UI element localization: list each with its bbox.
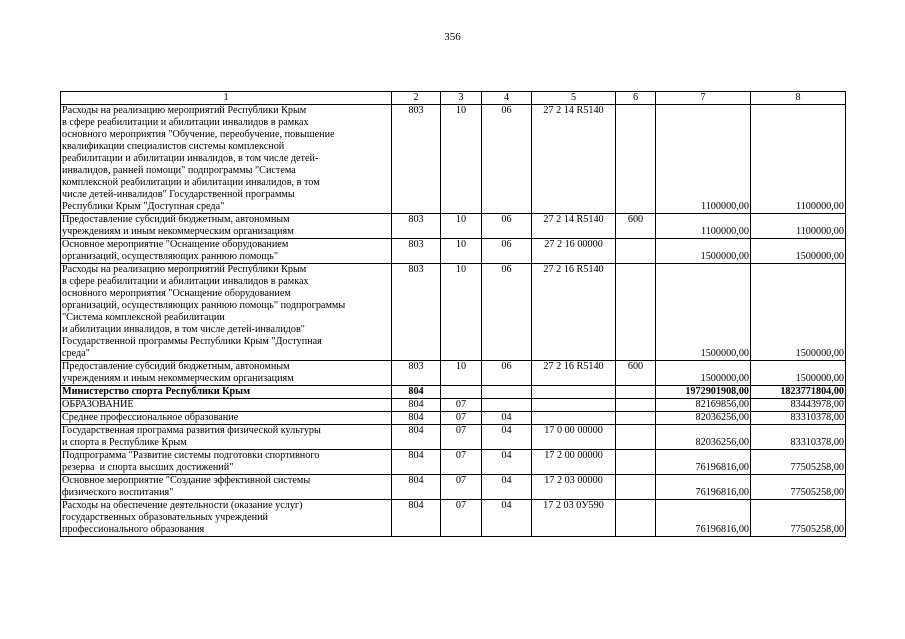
ministry-code-cell: 804 — [392, 450, 441, 475]
amount-year2-cell: 83310378,00 — [751, 425, 846, 450]
amount-year2-cell: 1500000,00 — [751, 264, 846, 361]
item-name-cell — [61, 450, 392, 475]
item-name-line: основного мероприятия "Оснащение оборудованием — [62, 288, 291, 299]
amount-year1-cell: 1100000,00 — [656, 105, 751, 214]
section-code-cell: 07 — [441, 450, 482, 475]
item-name-cell — [61, 239, 392, 264]
target-article-cell: 27 2 16 00000 — [532, 239, 616, 264]
subsection-code-cell: 04 — [482, 450, 532, 475]
item-name-line: в сфере реабилитации и абилитации инвалидов в рамках — [62, 276, 309, 287]
amount-year2-cell: 83310378,00 — [751, 412, 846, 425]
item-name-line: ОБРАЗОВАНИЕ — [62, 399, 134, 410]
subsection-code-cell: 04 — [482, 425, 532, 450]
amount-year1-cell: 76196816,00 — [656, 450, 751, 475]
amount-year1-cell: 76196816,00 — [656, 475, 751, 500]
item-name-line: Министерство спорта Республики Крым — [62, 386, 251, 397]
item-name-line: среда" — [62, 348, 90, 359]
item-name-line: Расходы на реализацию мероприятий Республики Крым — [62, 264, 307, 275]
amount-year1-cell: 76196816,00 — [656, 500, 751, 537]
subsection-code-cell: 06 — [482, 214, 532, 239]
item-name-cell — [61, 361, 392, 386]
item-name-line: организаций, осуществляющих раннюю помощь" — [62, 251, 279, 262]
amount-year1-cell: 82169856,00 — [656, 399, 751, 412]
amount-year1-cell: 1500000,00 — [656, 264, 751, 361]
ministry-code-cell: 804 — [392, 412, 441, 425]
section-code-cell: 07 — [441, 399, 482, 412]
expense-type-cell — [616, 425, 656, 450]
item-name-cell — [61, 475, 392, 500]
expense-type-cell: 600 — [616, 361, 656, 386]
target-article-cell: 27 2 16 R5140 — [532, 361, 616, 386]
item-name-line: Подпрограмма "Развитие системы подготовки спортивного — [62, 450, 320, 461]
amount-year1-cell: 1100000,00 — [656, 214, 751, 239]
column-header-5: 5 — [532, 92, 616, 105]
item-name-line: инвалидов, ранней помощи" подпрограммы "Система — [62, 165, 296, 176]
section-code-cell: 10 — [441, 105, 482, 214]
table-row — [61, 500, 846, 537]
item-name-line: Государственной программы Республики Крым "Доступная — [62, 336, 322, 347]
table-row — [61, 475, 846, 500]
amount-year2-cell: 77505258,00 — [751, 500, 846, 537]
ministry-code-cell: 803 — [392, 105, 441, 214]
item-name-cell — [61, 105, 392, 214]
expense-type-cell — [616, 500, 656, 537]
column-header-1: 1 — [61, 92, 392, 105]
section-code-cell: 10 — [441, 239, 482, 264]
expense-type-cell — [616, 239, 656, 264]
table-row — [61, 425, 846, 450]
table-row — [61, 450, 846, 475]
item-name-line: основного мероприятия "Обучение, переобучение, повышение — [62, 129, 335, 140]
section-code-cell: 10 — [441, 361, 482, 386]
subsection-code-cell — [482, 386, 532, 399]
amount-year1-cell: 82036256,00 — [656, 425, 751, 450]
item-name-cell — [61, 399, 392, 412]
item-name-line: Расходы на реализацию мероприятий Республики Крым — [62, 105, 307, 116]
item-name-cell — [61, 214, 392, 239]
table-row — [61, 412, 846, 425]
ministry-code-cell: 803 — [392, 361, 441, 386]
expense-type-cell — [616, 450, 656, 475]
column-number-row — [61, 92, 846, 105]
target-article-cell — [532, 386, 616, 399]
ministry-code-cell: 803 — [392, 239, 441, 264]
column-header-2: 2 — [392, 92, 441, 105]
target-article-cell: 27 2 14 R5140 — [532, 214, 616, 239]
item-name-line: и абилитации инвалидов, в том числе детей-инвалидов" — [62, 324, 305, 335]
target-article-cell: 27 2 16 R5140 — [532, 264, 616, 361]
target-article-cell: 17 2 00 00000 — [532, 450, 616, 475]
ministry-code-cell: 804 — [392, 386, 441, 399]
page-number: 356 — [444, 31, 461, 43]
expense-type-cell — [616, 105, 656, 214]
table-row — [61, 264, 846, 361]
subsection-code-cell — [482, 399, 532, 412]
amount-year2-cell: 77505258,00 — [751, 475, 846, 500]
table-body — [61, 92, 846, 537]
table-row — [61, 399, 846, 412]
item-name-line: Основное мероприятие "Создание эффективной системы — [62, 475, 311, 486]
amount-year1-cell: 1500000,00 — [656, 361, 751, 386]
item-name-line: Расходы на обеспечение деятельности (оказание услуг) — [62, 500, 303, 511]
amount-year2-cell: 1100000,00 — [751, 214, 846, 239]
amount-year2-cell: 1500000,00 — [751, 361, 846, 386]
section-code-cell: 07 — [441, 412, 482, 425]
ministry-code-cell: 803 — [392, 264, 441, 361]
item-name-line: "Система комплексной реабилитации — [62, 312, 225, 323]
subsection-code-cell: 04 — [482, 412, 532, 425]
item-name-line: комплексной реабилитации и абилитации инвалидов, в том — [62, 177, 320, 188]
target-article-cell: 17 0 00 00000 — [532, 425, 616, 450]
item-name-cell — [61, 425, 392, 450]
amount-year1-cell: 1500000,00 — [656, 239, 751, 264]
column-header-8: 8 — [751, 92, 846, 105]
ministry-code-cell: 804 — [392, 500, 441, 537]
table-row — [61, 361, 846, 386]
item-name-line: квалификации специалистов системы комплексной — [62, 141, 285, 152]
section-code-cell — [441, 386, 482, 399]
subsection-code-cell: 06 — [482, 264, 532, 361]
item-name-line: профессионального образования — [62, 524, 205, 535]
item-name-line: учреждениям и иным некоммерческим организациям — [62, 226, 294, 237]
subsection-code-cell: 06 — [482, 361, 532, 386]
section-code-cell: 10 — [441, 264, 482, 361]
item-name-line: Основное мероприятие "Оснащение оборудованием — [62, 239, 289, 250]
subsection-code-cell: 06 — [482, 105, 532, 214]
item-name-line: и спорта в Республике Крым — [62, 437, 187, 448]
target-article-cell — [532, 412, 616, 425]
item-name-line: Государственная программа развития физической культуры — [62, 425, 321, 436]
budget-table — [60, 91, 846, 537]
amount-year2-cell: 77505258,00 — [751, 450, 846, 475]
section-code-cell: 07 — [441, 425, 482, 450]
subsection-code-cell: 06 — [482, 239, 532, 264]
section-code-cell: 10 — [441, 214, 482, 239]
item-name-line: реабилитации и абилитации инвалидов, в том числе детей- — [62, 153, 319, 164]
ministry-code-cell: 804 — [392, 399, 441, 412]
target-article-cell: 17 2 03 0У590 — [532, 500, 616, 537]
subsection-code-cell: 04 — [482, 500, 532, 537]
target-article-cell: 27 2 14 R5140 — [532, 105, 616, 214]
table-row — [61, 105, 846, 214]
item-name-cell — [61, 386, 392, 399]
column-header-7: 7 — [656, 92, 751, 105]
item-name-line: Республики Крым "Доступная среда" — [62, 201, 225, 212]
item-name-line: Предоставление субсидий бюджетным, автономным — [62, 214, 290, 225]
subsection-code-cell: 04 — [482, 475, 532, 500]
table-row — [61, 386, 846, 399]
item-name-line: числе детей-инвалидов" Государственной программы — [62, 189, 295, 200]
item-name-line: учреждениям и иным некоммерческим организациям — [62, 373, 294, 384]
ministry-code-cell: 804 — [392, 475, 441, 500]
amount-year2-cell: 1823771804,00 — [751, 386, 846, 399]
item-name-line: государственных образовательных учреждений — [62, 512, 269, 523]
amount-year2-cell: 1500000,00 — [751, 239, 846, 264]
amount-year2-cell: 1100000,00 — [751, 105, 846, 214]
item-name-line: Среднее профессиональное образование — [62, 412, 239, 423]
expense-type-cell — [616, 264, 656, 361]
item-name-line: физического воспитания" — [62, 487, 174, 498]
expense-type-cell — [616, 475, 656, 500]
item-name-line: Предоставление субсидий бюджетным, автономным — [62, 361, 290, 372]
item-name-cell — [61, 500, 392, 537]
section-code-cell: 07 — [441, 475, 482, 500]
item-name-line: в сфере реабилитации и абилитации инвалидов в рамках — [62, 117, 309, 128]
expense-type-cell: 600 — [616, 214, 656, 239]
section-code-cell: 07 — [441, 500, 482, 537]
ministry-code-cell: 803 — [392, 214, 441, 239]
target-article-cell: 17 2 03 00000 — [532, 475, 616, 500]
expense-type-cell — [616, 399, 656, 412]
column-header-3: 3 — [441, 92, 482, 105]
ministry-code-cell: 804 — [392, 425, 441, 450]
item-name-cell — [61, 264, 392, 361]
item-name-line: организаций, осуществляющих раннюю помощь" подпрограммы — [62, 300, 346, 311]
item-name-cell — [61, 412, 392, 425]
expense-type-cell — [616, 386, 656, 399]
amount-year1-cell: 1972901908,00 — [656, 386, 751, 399]
item-name-line: резерва и спорта высших достижений" — [62, 462, 234, 473]
amount-year1-cell: 82036256,00 — [656, 412, 751, 425]
target-article-cell — [532, 399, 616, 412]
column-header-4: 4 — [482, 92, 532, 105]
amount-year2-cell: 83443978,00 — [751, 399, 846, 412]
expense-type-cell — [616, 412, 656, 425]
column-header-6: 6 — [616, 92, 656, 105]
table-row — [61, 214, 846, 239]
table-row — [61, 239, 846, 264]
